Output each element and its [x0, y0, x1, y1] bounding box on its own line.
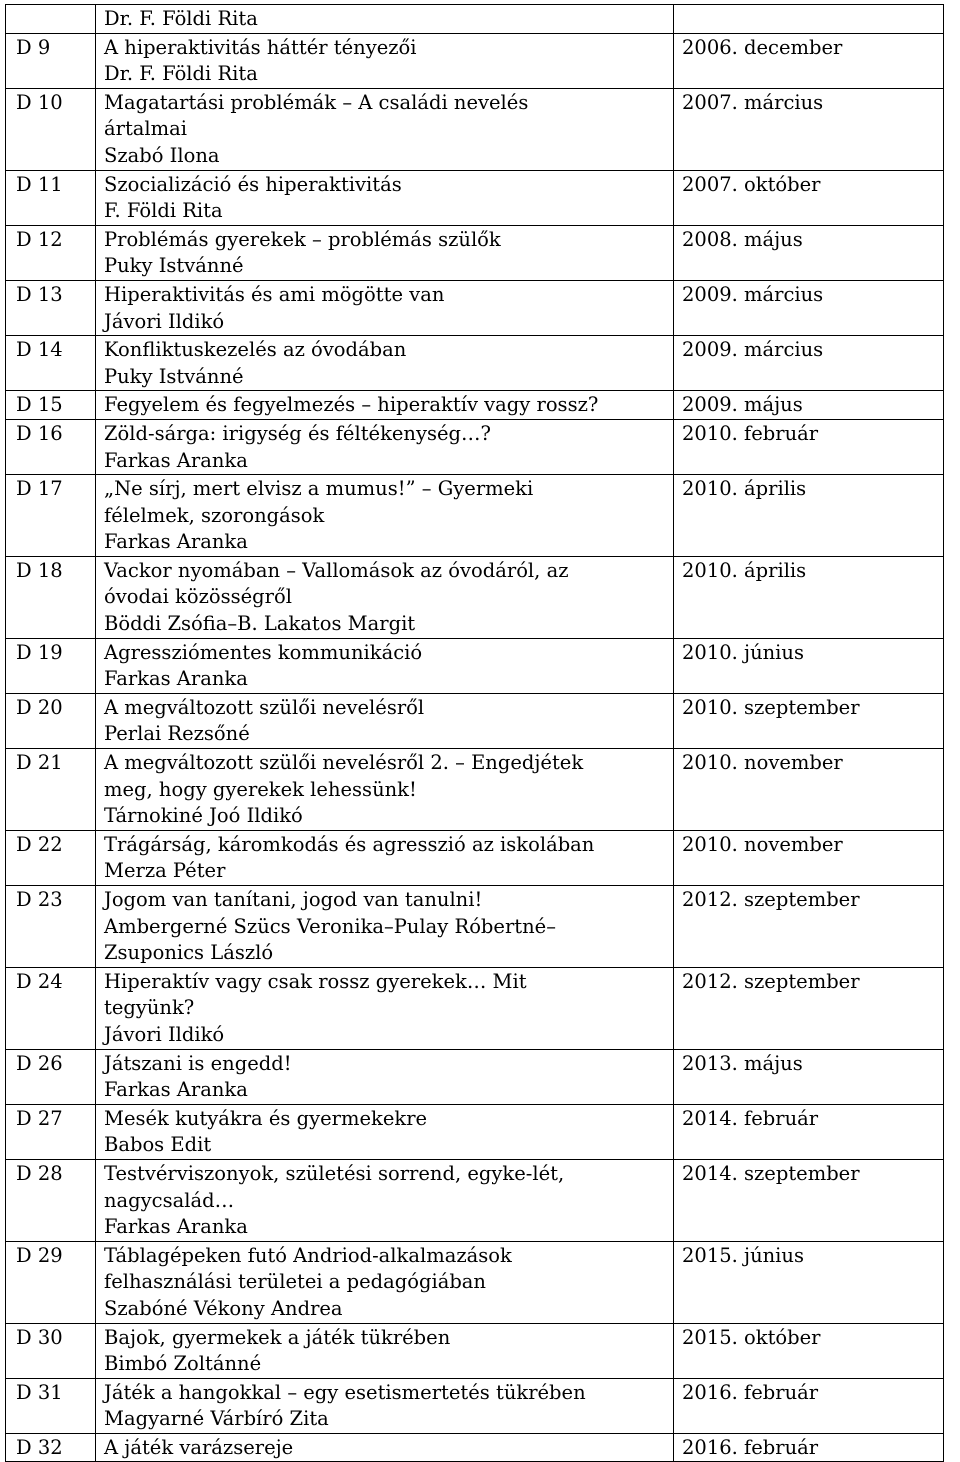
author-text: Zsuponics László [104, 941, 274, 965]
table-row [6, 170, 944, 225]
title-cell [96, 475, 674, 557]
title-cell [96, 556, 674, 638]
table-row [6, 693, 944, 748]
title-cell [96, 638, 674, 693]
title-text: A megváltozott szülői nevelésről [104, 695, 425, 719]
code-cell: D 12 [6, 225, 96, 280]
code-cell: D 14 [6, 336, 96, 391]
title-text: meg, hogy gyerekek lehessünk! [104, 777, 417, 801]
title-cell [96, 886, 674, 968]
title-text: Szocializáció és hiperaktivitás [104, 172, 402, 196]
date-cell: 2010. április [674, 556, 944, 638]
title-text: Konfliktuskezelés az óvodában [104, 338, 407, 362]
date-cell: 2006. december [674, 33, 944, 88]
title-text: óvodai közösségről [104, 585, 292, 609]
title-cell [96, 419, 674, 474]
title-text: Mesék kutyákra és gyermekekre [104, 1106, 428, 1130]
title-cell [96, 5, 674, 34]
date-cell: 2007. március [674, 88, 944, 170]
code-cell: D 11 [6, 170, 96, 225]
title-text: „Ne sírj, mert elvisz a mumus!” – Gyermeki [104, 477, 534, 501]
code-cell [6, 5, 96, 34]
table-row [6, 638, 944, 693]
title-text: A hiperaktivitás háttér tényezői [104, 35, 417, 59]
date-cell: 2010. november [674, 830, 944, 885]
date-cell: 2014. február [674, 1104, 944, 1159]
table-row [6, 556, 944, 638]
title-cell [96, 693, 674, 748]
table-row [6, 886, 944, 968]
date-cell: 2009. március [674, 280, 944, 335]
code-cell: D 22 [6, 830, 96, 885]
title-text: nagycsalád… [104, 1188, 235, 1212]
title-text: Ambergerné Szücs Veronika–Pulay Róbertné– [104, 914, 556, 938]
author-text: Babos Edit [104, 1133, 212, 1157]
title-text: Játék a hangokkal – egy esetismertetés tükrében [104, 1380, 586, 1404]
table-row [6, 830, 944, 885]
code-cell: D 17 [6, 475, 96, 557]
code-cell: D 28 [6, 1159, 96, 1241]
title-cell [96, 1049, 674, 1104]
author-text: Jávori Ildikó [104, 1022, 225, 1046]
code-cell: D 10 [6, 88, 96, 170]
title-cell [96, 1378, 674, 1433]
title-cell [96, 1241, 674, 1323]
table-row [6, 419, 944, 474]
table-row [6, 749, 944, 831]
table-row [6, 1159, 944, 1241]
table-row [6, 1323, 944, 1378]
date-cell: 2009. március [674, 336, 944, 391]
date-cell: 2014. szeptember [674, 1159, 944, 1241]
date-cell: 2016. február [674, 1433, 944, 1462]
author-text: Perlai Rezsőné [104, 722, 250, 746]
code-cell: D 23 [6, 886, 96, 968]
title-cell [96, 1323, 674, 1378]
title-text: Magatartási problémák – A családi nevelés [104, 90, 529, 114]
title-cell [96, 170, 674, 225]
table-row [6, 88, 944, 170]
author-text: Farkas Aranka [104, 667, 248, 691]
date-cell: 2007. október [674, 170, 944, 225]
title-text: Bajok, gyermekek a játék tükrében [104, 1325, 451, 1349]
code-cell: D 19 [6, 638, 96, 693]
date-cell: 2013. május [674, 1049, 944, 1104]
date-cell: 2010. június [674, 638, 944, 693]
title-cell [96, 336, 674, 391]
author-text: Tárnokiné Joó Ildikó [104, 804, 303, 828]
date-cell: 2009. május [674, 391, 944, 420]
date-cell: 2015. június [674, 1241, 944, 1323]
publication-table [5, 4, 944, 1462]
table-row [6, 1049, 944, 1104]
author-text: Farkas Aranka [104, 448, 248, 472]
title-cell [96, 749, 674, 831]
table-row [6, 33, 944, 88]
table-row [6, 1378, 944, 1433]
title-text: Vackor nyomában – Vallomások az óvodáról, az [104, 558, 569, 582]
title-text: Fegyelem és fegyelmezés – hiperaktív vagy rossz? [104, 393, 599, 417]
table-row [6, 1104, 944, 1159]
title-text: Testvérviszonyok, születési sorrend, egyke-lét, [104, 1161, 565, 1185]
date-cell: 2010. november [674, 749, 944, 831]
code-cell: D 27 [6, 1104, 96, 1159]
code-cell: D 16 [6, 419, 96, 474]
title-text: Játszani is engedd! [104, 1051, 292, 1075]
title-text: Jogom van tanítani, jogod van tanulni! [104, 888, 483, 911]
date-cell: 2008. május [674, 225, 944, 280]
table-row [6, 225, 944, 280]
table-row [6, 967, 944, 1049]
date-cell: 2012. szeptember [674, 967, 944, 1049]
title-text: ártalmai [104, 117, 187, 141]
title-text: A megváltozott szülői nevelésről 2. – Engedjétek [104, 751, 584, 775]
table-row [6, 5, 944, 34]
author-text: Jávori Ildikó [104, 309, 225, 333]
title-cell [96, 1159, 674, 1241]
title-text: Zöld-sárga: irigység és féltékenység…? [104, 421, 491, 445]
author-text: Merza Péter [104, 859, 226, 883]
code-cell: D 15 [6, 391, 96, 420]
code-cell: D 24 [6, 967, 96, 1049]
author-text: Dr. F. Földi Rita [104, 7, 258, 30]
code-cell: D 20 [6, 693, 96, 748]
date-cell: 2012. szeptember [674, 886, 944, 968]
title-text: Hiperaktív vagy csak rossz gyerekek… Mit [104, 969, 527, 993]
author-text: Farkas Aranka [104, 530, 248, 554]
code-cell: D 13 [6, 280, 96, 335]
author-text: Dr. F. Földi Rita [104, 62, 258, 86]
code-cell: D 30 [6, 1323, 96, 1378]
title-text: Táblagépeken futó Andriod-alkalmazások [104, 1243, 512, 1267]
title-cell [96, 830, 674, 885]
title-text: félelmek, szorongások [104, 503, 325, 527]
author-text: Puky Istvánné [104, 364, 244, 388]
code-cell: D 26 [6, 1049, 96, 1104]
code-cell: D 21 [6, 749, 96, 831]
author-text: Farkas Aranka [104, 1215, 248, 1239]
table-row [6, 391, 944, 420]
title-cell [96, 1104, 674, 1159]
title-text: tegyünk? [104, 996, 195, 1020]
code-cell: D 32 [6, 1433, 96, 1462]
date-cell [674, 5, 944, 34]
title-cell [96, 280, 674, 335]
author-text: Puky Istvánné [104, 254, 244, 278]
author-text: Farkas Aranka [104, 1078, 248, 1102]
title-text: Trágárság, káromkodás és agresszió az iskolában [104, 832, 595, 856]
author-text: F. Földi Rita [104, 199, 223, 223]
title-cell [96, 88, 674, 170]
date-cell: 2010. április [674, 475, 944, 557]
date-cell: 2015. október [674, 1323, 944, 1378]
code-cell: D 9 [6, 33, 96, 88]
author-text: Bimbó Zoltánné [104, 1352, 262, 1376]
date-cell: 2010. február [674, 419, 944, 474]
table-row [6, 336, 944, 391]
date-cell: 2016. február [674, 1378, 944, 1433]
table-row [6, 1241, 944, 1323]
author-text: Szabó Ilona [104, 143, 220, 167]
date-cell: 2010. szeptember [674, 693, 944, 748]
title-text: A játék varázsereje [104, 1435, 294, 1459]
title-cell [96, 967, 674, 1049]
title-cell [96, 225, 674, 280]
title-text: Agressziómentes kommunikáció [104, 640, 423, 664]
table-row [6, 475, 944, 557]
code-cell: D 18 [6, 556, 96, 638]
code-cell: D 29 [6, 1241, 96, 1323]
code-cell: D 31 [6, 1378, 96, 1433]
title-cell [96, 391, 674, 420]
title-text: felhasználási területei a pedagógiában [104, 1270, 486, 1294]
table-row [6, 280, 944, 335]
title-cell [96, 33, 674, 88]
title-text: Problémás gyerekek – problémás szülők [104, 227, 501, 251]
title-cell [96, 1433, 674, 1462]
table-row [6, 1433, 944, 1462]
author-text: Szabóné Vékony Andrea [104, 1296, 343, 1320]
author-text: Böddi Zsófia–B. Lakatos Margit [104, 612, 416, 636]
title-text: Hiperaktivitás és ami mögötte van [104, 282, 445, 306]
author-text: Magyarné Várbíró Zita [104, 1407, 329, 1431]
